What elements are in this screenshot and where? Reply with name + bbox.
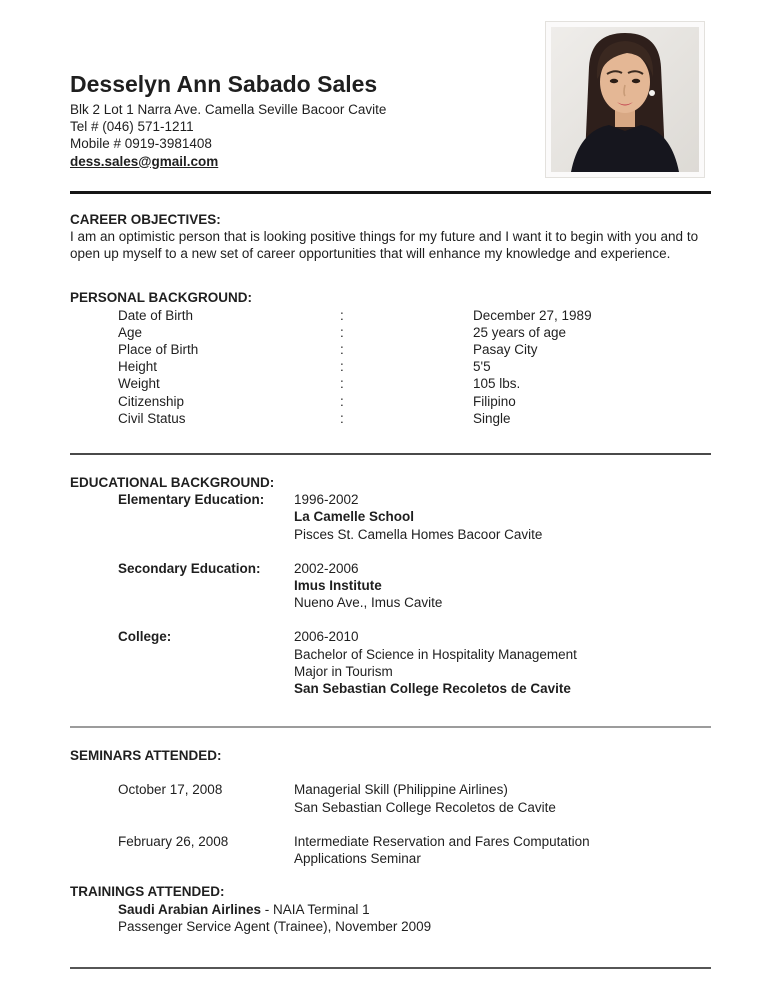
field-row-height xyxy=(118,358,711,375)
personal-background-section xyxy=(70,289,711,427)
education-school: San Sebastian College Recoletos de Cavite xyxy=(294,681,571,697)
education-level-label: College: xyxy=(118,629,172,645)
trainings-section xyxy=(70,883,711,935)
education-level-label: Elementary Education: xyxy=(118,492,265,508)
seminar-title-cont: Applications Seminar xyxy=(294,851,421,867)
educational-background-section xyxy=(70,474,711,697)
field-colon: : xyxy=(340,307,344,323)
section-divider xyxy=(70,726,711,728)
educational-background-heading: EDUCATIONAL BACKGROUND: xyxy=(70,475,275,491)
field-row-weight xyxy=(118,375,711,392)
field-label: Weight xyxy=(118,376,160,392)
field-label: Citizenship xyxy=(118,393,185,409)
field-label: Age xyxy=(118,324,143,340)
field-colon: : xyxy=(340,410,344,426)
education-entry-elementary xyxy=(70,491,711,543)
applicant-name: Desselyn Ann Sabado Sales xyxy=(70,71,378,97)
field-colon: : xyxy=(340,342,344,358)
seminar-venue: San Sebastian College Recoletos de Cavite xyxy=(294,799,556,815)
email-link[interactable]: dess.sales@gmail.com xyxy=(70,153,219,169)
seminar-entry xyxy=(70,833,711,867)
education-years: 2006-2010 xyxy=(294,629,359,645)
education-school-address: Pisces St. Camella Homes Bacoor Cavite xyxy=(294,526,543,542)
bottom-divider xyxy=(70,967,711,969)
field-value: December 27, 1989 xyxy=(473,307,592,323)
seminars-section xyxy=(70,747,711,867)
field-value: Single xyxy=(473,410,511,426)
trainings-heading: TRAININGS ATTENDED: xyxy=(70,884,225,900)
education-degree: Bachelor of Science in Hospitality Management xyxy=(294,646,577,662)
field-colon: : xyxy=(340,359,344,375)
education-details xyxy=(294,560,711,612)
training-position: Passenger Service Agent (Trainee), November 2009 xyxy=(118,918,432,934)
seminar-title: Managerial Skill (Philippine Airlines) xyxy=(294,782,508,798)
field-value: Pasay City xyxy=(473,342,538,358)
field-row-date-of-birth xyxy=(118,307,711,324)
training-entry xyxy=(70,901,711,935)
education-entry-secondary xyxy=(70,560,711,612)
seminar-entry xyxy=(70,781,711,815)
personal-background-rows xyxy=(70,307,711,427)
field-label: Date of Birth xyxy=(118,307,194,323)
personal-background-heading: PERSONAL BACKGROUND: xyxy=(70,290,253,306)
education-school: La Camelle School xyxy=(294,509,415,525)
field-value: 25 years of age xyxy=(473,324,567,340)
education-major: Major in Tourism xyxy=(294,663,393,679)
seminar-details xyxy=(294,781,711,815)
field-row-citizenship xyxy=(118,393,711,410)
career-objectives-text: I am an optimistic person that is looking positive things for my future and I want it to begin with you and to open up myself to a new set of career opportunities that will enhance my knowledge and experience. xyxy=(70,229,699,262)
education-years: 1996-2002 xyxy=(294,492,359,508)
address-line: Blk 2 Lot 1 Narra Ave. Camella Seville Bacoor Cavite xyxy=(70,102,387,117)
education-school-address: Nueno Ave., Imus Cavite xyxy=(294,595,443,611)
telephone-line: Tel # (046) 571-1211 xyxy=(70,119,194,135)
education-years: 2002-2006 xyxy=(294,560,359,576)
section-divider xyxy=(70,453,711,455)
field-row-age xyxy=(118,324,711,341)
field-row-place-of-birth xyxy=(118,341,711,358)
education-level-label: Secondary Education: xyxy=(118,560,261,576)
field-label: Place of Birth xyxy=(118,342,199,358)
seminar-title: Intermediate Reservation and Fares Computation xyxy=(294,833,590,849)
field-label: Civil Status xyxy=(118,410,186,426)
seminars-heading: SEMINARS ATTENDED: xyxy=(70,748,222,764)
education-entry-college xyxy=(70,628,711,697)
education-details xyxy=(294,491,711,543)
field-colon: : xyxy=(340,324,344,340)
header xyxy=(70,0,711,170)
mobile-line: Mobile # 0919-3981408 xyxy=(70,136,212,152)
field-colon: : xyxy=(340,393,344,409)
field-label: Height xyxy=(118,359,158,375)
training-company: Saudi Arabian Airlines xyxy=(118,901,262,917)
education-school: Imus Institute xyxy=(294,578,382,594)
field-value: 5'5 xyxy=(473,359,491,375)
training-location: - NAIA Terminal 1 xyxy=(261,901,370,917)
field-value: Filipino xyxy=(473,393,516,409)
education-details xyxy=(294,628,711,697)
seminar-date: February 26, 2008 xyxy=(118,833,229,849)
training-company-line xyxy=(118,901,711,918)
career-objectives-heading: CAREER OBJECTIVES: xyxy=(70,211,221,227)
field-row-civil-status xyxy=(118,410,711,427)
field-colon: : xyxy=(340,376,344,392)
header-divider xyxy=(70,191,711,194)
career-objectives-section xyxy=(70,211,711,263)
seminar-details xyxy=(294,833,711,867)
seminar-date: October 17, 2008 xyxy=(118,782,223,798)
field-value: 105 lbs. xyxy=(473,376,521,392)
